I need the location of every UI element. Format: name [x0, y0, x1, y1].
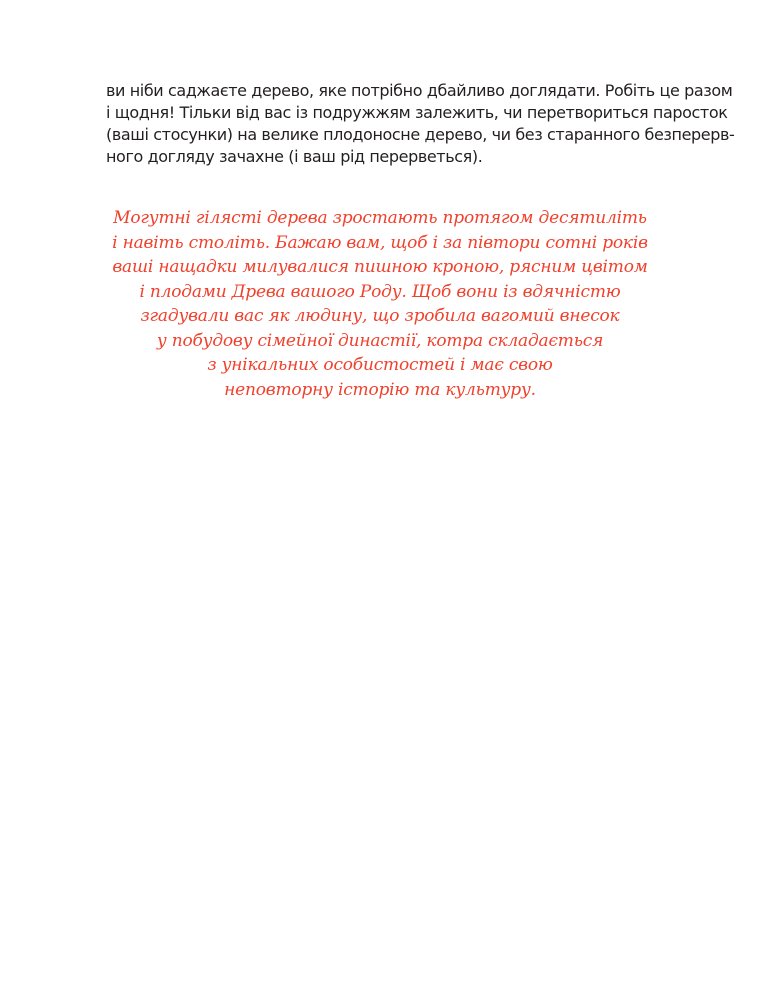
quote-line: ваші нащадки милувалися пишною кроною, рясним цвітом	[112, 257, 648, 277]
body-line: ного догляду зачахне (і ваш рід перерветься).	[106, 147, 483, 166]
quote-line: Могутні гілясті дерева зростають протягом десятиліть	[113, 208, 647, 228]
quote-line: згадували вас як людину, що зробила вагомий внесок	[140, 306, 620, 326]
quote-line: неповторну історію та культуру.	[224, 379, 536, 400]
quote-line: з унікальних особистостей і має свою	[207, 355, 553, 375]
quote-line: у побудову сімейної династії, котра складається	[156, 330, 604, 351]
quote-line: і плодами Древа вашого Роду. Щоб вони із вдячністю	[139, 281, 621, 302]
body-line: і щодня! Тільки від вас із подружжям залежить, чи перетвориться паросток	[106, 103, 728, 122]
quote-block	[90, 206, 670, 402]
body-paragraph	[106, 80, 735, 168]
body-line: (ваші стосунки) на велике плодоносне дерево, чи без старанного безперерв-	[106, 125, 735, 144]
body-line: ви ніби саджаєте дерево, яке потрібно дбайливо доглядати. Робіть це разом	[106, 81, 733, 100]
quote-line: і навіть століть. Бажаю вам, щоб і за півтори сотні років	[112, 232, 648, 253]
